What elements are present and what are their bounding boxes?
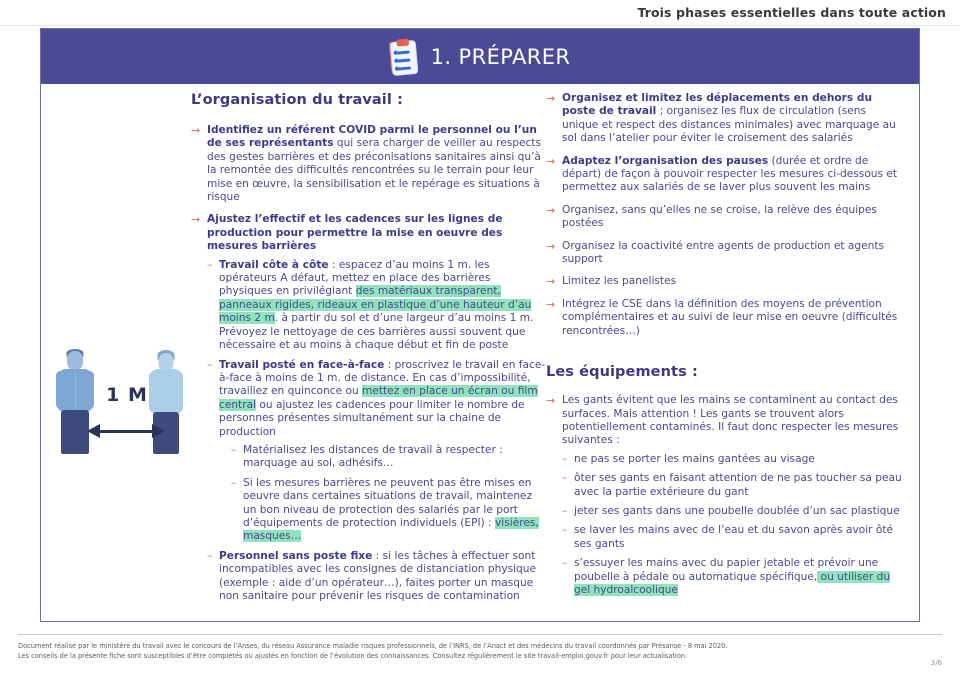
list-item: [562, 453, 904, 466]
footer-divider: [18, 634, 942, 635]
content-card: [40, 28, 920, 622]
list-item: [207, 550, 546, 604]
sub-rest-a: : si les tâches à effectuer sont incompatibles avec les consignes de distanciation physique (exemple : aide d’un opérateur…), faites porter un masque non sanitaire pour prévenir les risques de contamination: [219, 549, 537, 602]
item-rest: ; organisez les flux de circulation (sens unique et respect des distances minimales) avec marquage au sol dans l’atelier pour éviter le croisement des salariés: [562, 105, 896, 145]
list-item: [562, 557, 904, 597]
item-rest: Organisez la coactivité entre agents de production et agents support: [562, 239, 885, 266]
equip-intro: Les gants évitent que les mains se contaminent au contact des surfaces. Mais attention ! Les gants se trouvent alors potentiellement contaminés. Il faut donc respecter les mesures suivantes :: [562, 394, 899, 447]
sub-rest-a: : proscrivez le travail en face-à-face à moins de 1 m. de distance. En cas d’impossibilité, travaillez en quinconce ou: [219, 358, 546, 398]
page-title: 1. PRÉPARER: [430, 44, 571, 69]
left-section-title: L’organisation du travail :: [191, 92, 403, 108]
figure-woman: [149, 350, 183, 454]
list-item: [562, 505, 904, 518]
distance-label: 1 M: [106, 384, 148, 406]
equip-text: ne pas se porter les mains gantées au visage: [574, 452, 815, 465]
arrow-right-icon: [152, 424, 165, 438]
left-column: [191, 92, 546, 612]
list-item: [191, 124, 546, 204]
list-item: [546, 92, 904, 146]
list-item: [191, 213, 546, 603]
running-head: Trois phases essentielles dans toute action: [637, 5, 946, 20]
highlighted-text: ou utiliser du gel hydroalcoolique: [574, 570, 891, 596]
footer-line-1: Document réalisé par le ministère du travail avec le concours de l’Anses, du réseau Assurance maladie risques professionnels, de l’INRS, de l’Anact et des médecins du travail coordonnés par Présanse - 8 mai 2020.: [18, 642, 728, 650]
sub-rest-b: . à partir du sol et d’une largeur d’au moins 1 m. Prévoyez le nettoyage de ces barrières aussi souvent que nécessaire et au moins à chaque début et fin de poste: [219, 312, 534, 352]
list-item: [546, 394, 904, 597]
clipboard-icon: [388, 37, 419, 75]
item-lead: Adaptez l’organisation des pauses: [562, 154, 769, 167]
footer-line-2: Les conseils de la présente fiche sont susceptibles d’être complétés ou ajustés en fonction de l’évolution des connaissances. Consultez régulièrement le site travail-emploi.gouv.fr pour leur actualisation.: [18, 652, 688, 660]
item-rest: qui sera charger de veiller au respects des gestes barrières et des préconisations sanitaires ainsi qu’à la remontée des difficultés rencontrées su le terrain pour leur mise en œuvre, la sensibilisation et le repérage es situations à risque: [207, 137, 541, 204]
list-item: [562, 524, 904, 551]
figure-man: [57, 349, 93, 454]
sub-rest-a: : espacez d’au moins 1 m. les opérateurs A défaut, mettez en place des barrières physiques en privilégiant: [219, 258, 491, 298]
list-item: [207, 359, 546, 544]
equipment-list: [546, 394, 904, 597]
card-header: [41, 29, 919, 84]
item-lead: Ajustez l’effectif et les cadences sur les lignes de production pour permettre la mise en oeuvre des mesures barrières: [207, 213, 503, 253]
left-sub-sub-list: [231, 444, 546, 544]
list-item: [546, 240, 904, 267]
item-rest: Intégrez le CSE dans la définition des moyens de prévention complémentaires et au suivi de leur mise en oeuvre (difficultés rencontrées…): [562, 297, 898, 337]
distancing-illustration: [49, 329, 199, 454]
list-item: [562, 472, 904, 499]
left-sub-list: [207, 259, 546, 604]
equipment-section-title: Les équipements :: [546, 364, 698, 381]
highlighted-text: des matériaux transparent, panneaux rigides, rideaux en plastique d’une hauteur d’au moins 2 m: [219, 285, 532, 325]
header-divider: [0, 25, 960, 26]
footer-note: [18, 641, 848, 661]
equipment-sub-list: [562, 453, 904, 598]
highlighted-text: visières, masques…: [243, 516, 539, 543]
list-item: [231, 444, 546, 471]
left-bullet-list: [191, 124, 546, 603]
equip-text: ôter ses gants en faisant attention de ne pas toucher sa peau avec la partie extérieure du gant: [574, 472, 902, 498]
right-column: [546, 92, 904, 606]
equip-text: se laver les mains avec de l’eau et du savon après avoir ôté ses gants: [574, 524, 894, 550]
sub-lead: Travail posté en face-à-face: [219, 358, 385, 371]
distance-arrow-line: [99, 430, 155, 433]
item-lead: Identifiez un référent COVID parmi le personnel ou l’un de ses représentants: [207, 124, 537, 150]
list-item: [231, 477, 546, 544]
item-lead: Organisez et limitez les déplacements en dehors du poste de travail: [562, 92, 873, 118]
card-body: [41, 84, 919, 622]
item-rest: (durée et ordre de départ) de façon à pouvoir respecter les mesures ci-dessous et permettez aux salariés de se laver plus souvent les mains: [562, 154, 898, 194]
item-rest: Organisez, sans qu’elles ne se croise, la relève des équipes postées: [562, 203, 877, 230]
list-item: [546, 298, 904, 338]
sub-lead: Travail côte à côte: [219, 258, 329, 271]
sub3-rest-a: Si les mesures barrières ne peuvent pas être mises en oeuvre dans certaines situations de travail, maintenez un bon niveau de protection des salariés par le port d’équipements de protection individuels (EPI) :: [243, 476, 533, 529]
sub-lead: Personnel sans poste fixe: [219, 549, 373, 562]
list-item: [546, 204, 904, 231]
list-item: [546, 155, 904, 195]
list-item: [546, 275, 904, 288]
list-item: [207, 259, 546, 353]
item-rest: Limitez les panelistes: [562, 275, 677, 288]
equip-text: jeter ses gants dans une poubelle doublée d’un sac plastique: [574, 504, 900, 517]
arrow-left-icon: [87, 424, 100, 438]
sub3-rest-a: Matérialisez les distances de travail à respecter : marquage au sol, adhésifs…: [243, 443, 503, 470]
highlighted-text: mettez en place un écran ou film central: [219, 385, 538, 411]
page-number: 3/6: [930, 659, 942, 667]
equip-text: s’essuyer les mains avec du papier jetable et prévoir une poubelle à pédale ou automatique spécifique,: [574, 557, 879, 583]
sub-rest-b: ou ajustez les cadences pour limiter le nombre de personnes présentes simultanément sur la chaine de production: [219, 398, 525, 438]
right-bullet-list: [546, 92, 904, 338]
